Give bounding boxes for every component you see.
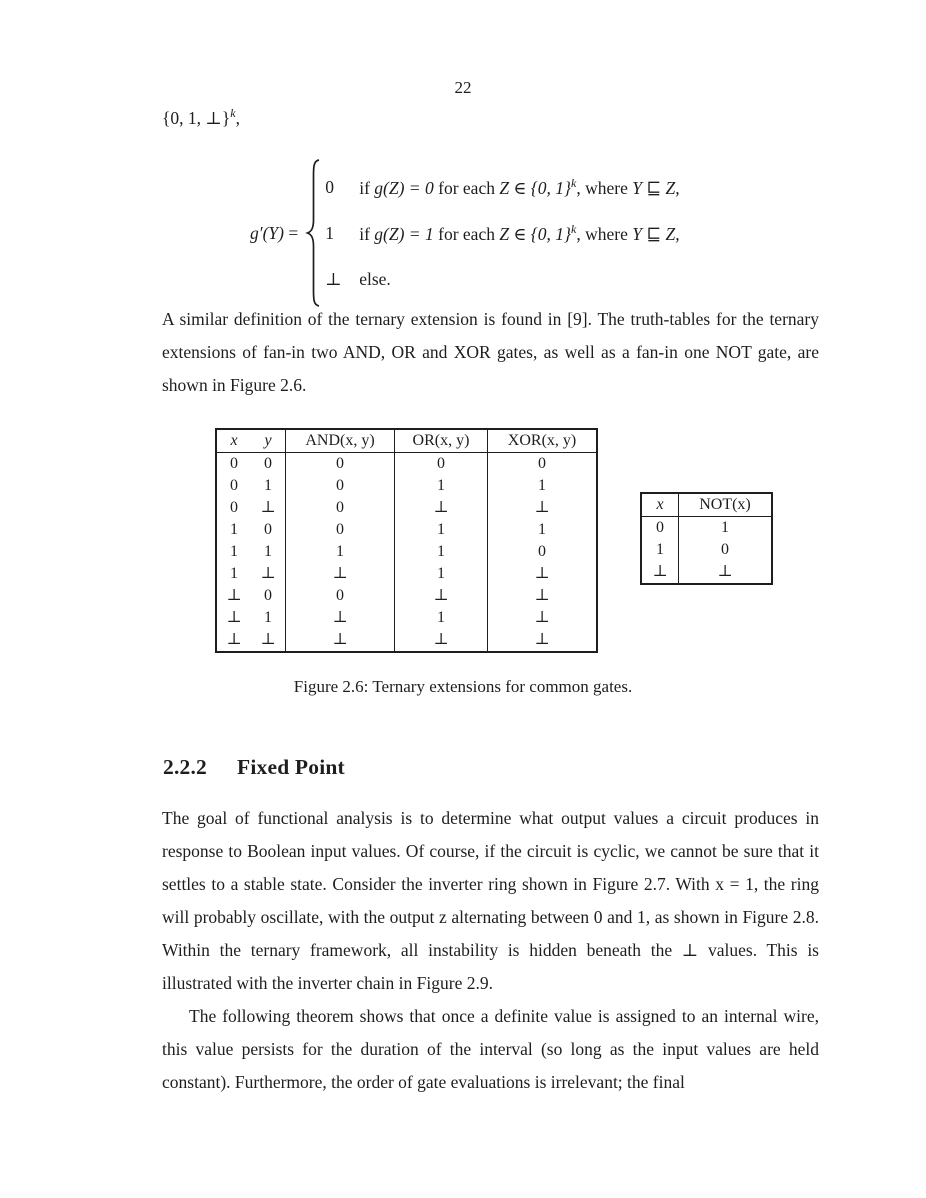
table-cell: 1 [286, 541, 395, 563]
paragraph-ternary-extension: A similar definition of the ternary extension is found in [9]. The truth-tables for the ternary extensions of fan-in two AND, OR and XOR gates, as well as a fan-in one NOT gate, are shown in Figure 2.6. [162, 309, 819, 395]
table-cell: 0 [251, 453, 286, 476]
equation-cases [325, 164, 679, 302]
inline-math-set [162, 106, 240, 129]
table-cell: ⊥ [286, 607, 395, 629]
table-cell: ⊥ [286, 629, 395, 652]
table-cell: 1 [641, 539, 679, 561]
case-math: g(Z) = 1 [374, 223, 434, 244]
section-title: Fixed Point [237, 755, 345, 779]
case-superscript: k [571, 221, 577, 236]
table-header-row [641, 493, 772, 517]
table-cell: ⊥ [395, 585, 488, 607]
figure-caption: Figure 2.6: Ternary extensions for common gates. [293, 677, 633, 696]
table-cell: ⊥ [226, 609, 242, 626]
table-cell: ⊥ [534, 565, 550, 582]
table-cell: 0 [395, 453, 488, 476]
paragraph-fixed-point-intro: The goal of functional analysis is to determine what output values a circuit produces in response to Boolean input values. Of course, if the circuit is cyclic, we cannot be sure that it settles to a stable state. Consider the inverter ring shown in Figure 2.7. With x = 1, the ring will probably oscillate, with the output z alternating between 0 and 1, as shown in Figure 2.8. Within the ternary framework, all instability is hidden beneath the ⊥ values. This is illustrated with the inverter chain in Figure 2.9. [162, 808, 819, 993]
column-header: y [251, 429, 286, 453]
table-cell: 0 [641, 517, 679, 540]
table-cell: 1 [251, 607, 286, 629]
case-condition [359, 176, 679, 199]
table-cell: ⊥ [226, 587, 242, 604]
case-text: else. [359, 268, 391, 289]
column-header: OR(x, y) [395, 429, 488, 453]
table-row [216, 629, 597, 652]
table-cell: ⊥ [717, 563, 733, 580]
column-header: NOT(x) [699, 496, 751, 513]
table-cell: 0 [251, 519, 286, 541]
table-cell: ⊥ [251, 497, 286, 519]
table-cell: 1 [395, 519, 488, 541]
table-cell: 0 [286, 519, 395, 541]
equation-lhs [250, 223, 298, 244]
case-math: Y ⊑ Z, [632, 223, 680, 244]
curly-brace-icon [305, 158, 321, 308]
table-cell: 1 [395, 563, 488, 585]
not-truth-table [640, 492, 773, 585]
table-cell: 0 [230, 477, 238, 494]
table-cell: 1 [721, 519, 729, 536]
table-cell: 1 [230, 521, 238, 538]
paragraph-theorem-intro: The following theorem shows that once a definite value is assigned to an internal wire, this value persists for the duration of the interval (so long as the input values are held constant). Furthermore, the order of gate evaluations is irrelevant; the final [162, 1006, 819, 1092]
table-cell: 0 [721, 541, 729, 558]
page-number: 22 [454, 78, 472, 97]
table-cell: 1 [395, 475, 488, 497]
table-cell: 0 [251, 585, 286, 607]
table-cell: 1 [230, 565, 238, 582]
table-row [641, 539, 772, 561]
table-cell: 0 [286, 453, 395, 476]
case-value: 0 [325, 176, 334, 197]
gate-truth-table [215, 428, 598, 653]
case-math: Y ⊑ Z, [632, 177, 680, 198]
section-heading [163, 755, 345, 780]
case-math: g(Z) = 0 [374, 177, 434, 198]
table-row [216, 607, 597, 629]
case-text: if [359, 223, 375, 244]
table-cell: 1 [251, 541, 286, 563]
table-row [216, 497, 597, 519]
table-header-row [216, 429, 597, 453]
case-math: Z ∈ {0, 1} [499, 177, 572, 198]
table-row [216, 519, 597, 541]
table-cell: ⊥ [251, 563, 286, 585]
column-header: x [230, 432, 238, 449]
inline-math-base: {0, 1, ⊥} [162, 107, 231, 128]
case-value: 1 [325, 222, 334, 243]
table-cell: 1 [538, 521, 546, 538]
equation-lhs-function: g′(Y) [250, 222, 284, 243]
table-row [216, 475, 597, 497]
table-cell: ⊥ [286, 563, 395, 585]
equation-equals-sign: = [283, 222, 299, 243]
table-cell: ⊥ [395, 629, 488, 652]
equation-case-row [325, 256, 679, 302]
table-row [216, 541, 597, 563]
case-text: , where [576, 177, 633, 198]
table-cell: ⊥ [534, 587, 550, 604]
table-row [216, 563, 597, 585]
table-cell: 0 [286, 585, 395, 607]
table-cell: 0 [538, 543, 546, 560]
table-cell: ⊥ [395, 497, 488, 519]
case-value: ⊥ [325, 268, 342, 289]
column-header: x [641, 493, 679, 517]
case-math: Z ∈ {0, 1} [499, 223, 572, 244]
table-cell: 0 [286, 475, 395, 497]
table-cell: ⊥ [641, 561, 679, 584]
case-text: for each [433, 223, 500, 244]
table-row [216, 585, 597, 607]
case-condition [359, 222, 679, 245]
cases-equation [250, 158, 680, 308]
table-row [216, 453, 597, 476]
case-text: , where [576, 223, 633, 244]
table-cell: 1 [230, 543, 238, 560]
equation-case-row [325, 210, 679, 256]
case-text: if [359, 177, 375, 198]
table-cell: ⊥ [226, 631, 242, 648]
table-row [641, 561, 772, 584]
table-cell: 0 [230, 455, 238, 472]
table-cell: 1 [251, 475, 286, 497]
table-cell: 0 [538, 455, 546, 472]
table-row [641, 517, 772, 540]
section-number: 2.2.2 [163, 755, 207, 779]
case-text: for each [433, 177, 500, 198]
column-header: AND(x, y) [286, 429, 395, 453]
table-cell: 0 [286, 497, 395, 519]
table-cell: 1 [395, 541, 488, 563]
table-cell: 1 [395, 607, 488, 629]
table-cell: 0 [230, 499, 238, 516]
table-cell: ⊥ [534, 499, 550, 516]
table-cell: ⊥ [251, 629, 286, 652]
inline-math-suffix: , [235, 107, 240, 128]
equation-case-row [325, 164, 679, 210]
table-cell: ⊥ [534, 631, 550, 648]
case-condition [359, 269, 391, 290]
table-cell: 1 [538, 477, 546, 494]
column-header: XOR(x, y) [507, 432, 577, 449]
table-cell: ⊥ [534, 609, 550, 626]
case-superscript: k [571, 175, 577, 190]
inline-math-superscript: k [230, 106, 236, 120]
